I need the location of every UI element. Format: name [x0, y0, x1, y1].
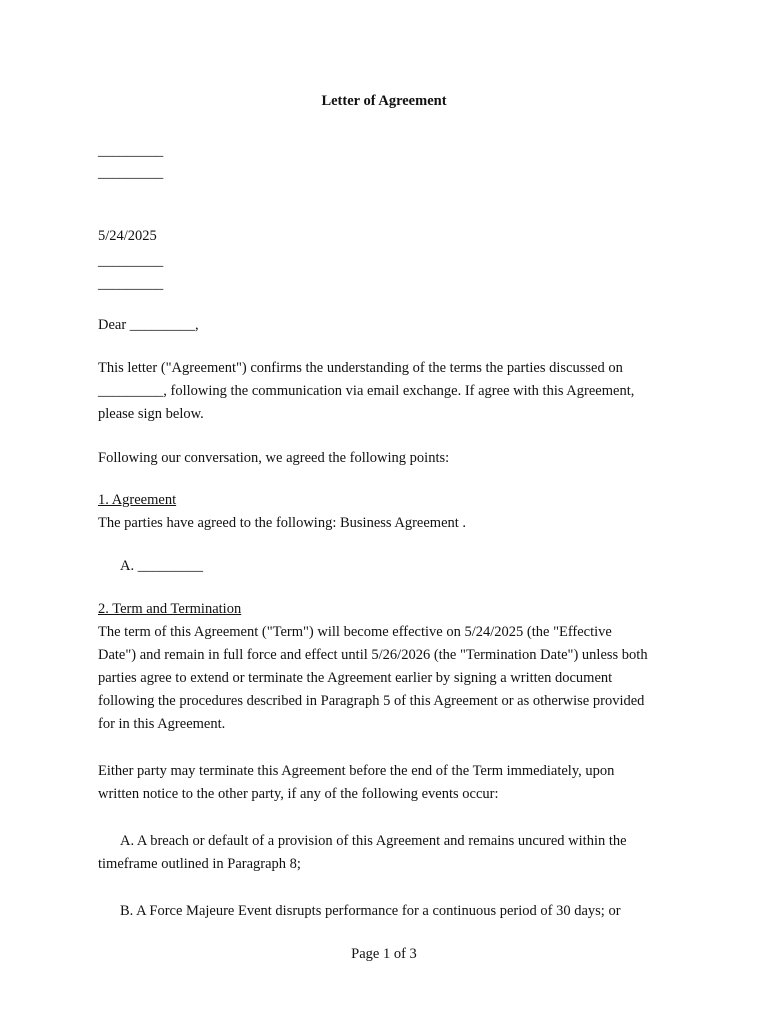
termination-paragraph-line-1: Either party may terminate this Agreement before the end of the Term immediately, upon — [98, 763, 615, 779]
address-line-2: _________ — [98, 276, 164, 292]
intro-line-3: please sign below. — [98, 406, 204, 422]
section-1-text: The parties have agreed to the following: Business Agreement . — [98, 515, 467, 531]
letter-date: 5/24/2025 — [98, 228, 157, 244]
termination-item-a-line-1: A. A breach or default of a provision of this Agreement and remains uncured within the — [120, 833, 627, 849]
recipient-line-2: _________ — [98, 165, 164, 181]
page-number: Page 1 of 3 — [351, 946, 417, 962]
term-paragraph-line-1: The term of this Agreement ("Term") will become effective on 5/24/2025 (the "Effective — [98, 624, 612, 640]
section-2-heading: 2. Term and Termination — [98, 601, 242, 617]
term-paragraph-line-2: Date") and remain in full force and effect until 5/26/2026 (the "Termination Date") unless both — [98, 647, 648, 663]
lead-in-text: Following our conversation, we agreed the following points: — [98, 450, 450, 466]
term-paragraph-line-5: for in this Agreement. — [98, 716, 226, 732]
document-title: Letter of Agreement — [321, 93, 447, 109]
section-1-heading: 1. Agreement — [98, 492, 177, 508]
salutation: Dear _________, — [98, 317, 199, 333]
address-line-1: _________ — [98, 253, 164, 269]
section-1-item-a: A. _________ — [120, 558, 203, 574]
term-paragraph-line-4: following the procedures described in Paragraph 5 of this Agreement or as otherwise provided — [98, 693, 645, 709]
intro-line-1: This letter ("Agreement") confirms the understanding of the terms the parties discussed on — [98, 360, 623, 376]
termination-paragraph-line-2: written notice to the other party, if any of the following events occur: — [98, 786, 499, 802]
termination-item-b: B. A Force Majeure Event disrupts performance for a continuous period of 30 days; or — [120, 903, 621, 919]
term-paragraph-line-3: parties agree to extend or terminate the Agreement earlier by signing a written document — [98, 670, 613, 686]
recipient-line-1: _________ — [98, 143, 164, 159]
intro-line-2: _________, following the communication via email exchange. If agree with this Agreement, — [98, 383, 635, 399]
termination-item-a-line-2: timeframe outlined in Paragraph 8; — [98, 856, 301, 872]
